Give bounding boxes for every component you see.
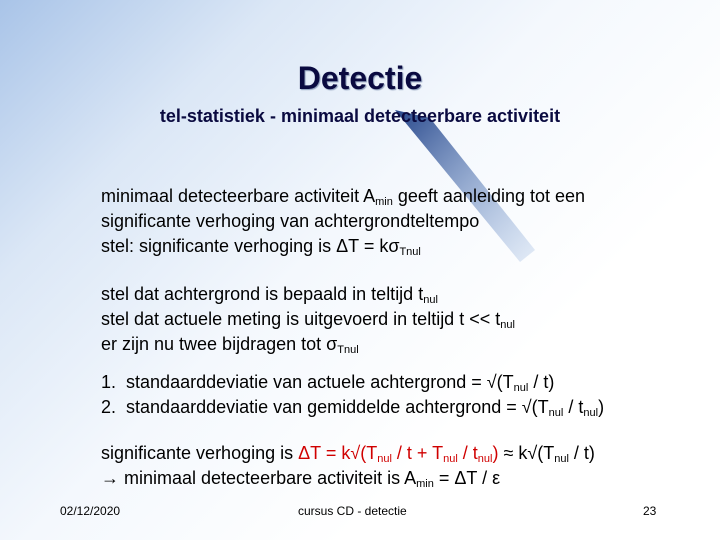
text-line: stel dat actuele meting is uitgevoerd in teltijd $t << t_{nul}$ xyxy=(101,309,515,331)
text-line: significante verhoging is $\Delta T = k√(T_{nul} / t + T_{nul} / t_{nul}) \approx k√(T_{nul} / t)$ xyxy=(101,443,595,465)
list-item: 2. standaarddeviatie van gemiddelde achtergrond = $√(T_{nul} / t_{nul})$ xyxy=(101,397,605,419)
footer-date: 02/12/2020 xyxy=(60,504,121,518)
text-line: significante verhoging van achtergrondteltempo xyxy=(101,211,480,231)
text-line: stel: significante verhoging is $\Delta T = k\sigma_{Tnul}$ xyxy=(101,236,421,258)
slide-subtitle: tel-statistiek - minimaal detecteerbare activiteit xyxy=(159,106,561,126)
slide-title: Detectie xyxy=(297,60,423,96)
list-item: 1. standaarddeviatie van actuele achtergrond = $√(T_{nul} / t)$ xyxy=(101,372,555,394)
text-line: stel dat achtergrond is bepaald in teltijd $t_{nul}$ xyxy=(101,284,438,306)
page-number: 23 xyxy=(643,504,657,518)
arrow-icon: → xyxy=(101,468,119,488)
footer-course: cursus CD - detectie xyxy=(298,504,407,518)
text-line: minimaal detecteerbare activiteit $A_{min}$ geeft aanleiding tot een xyxy=(101,186,586,208)
text-line: → minimaal detecteerbare activiteit is $A_{min} = \Delta T / \varepsilon$ xyxy=(101,468,501,490)
text-line: er zijn nu twee bijdragen tot $\sigma_{Tnul}$ xyxy=(101,334,359,356)
